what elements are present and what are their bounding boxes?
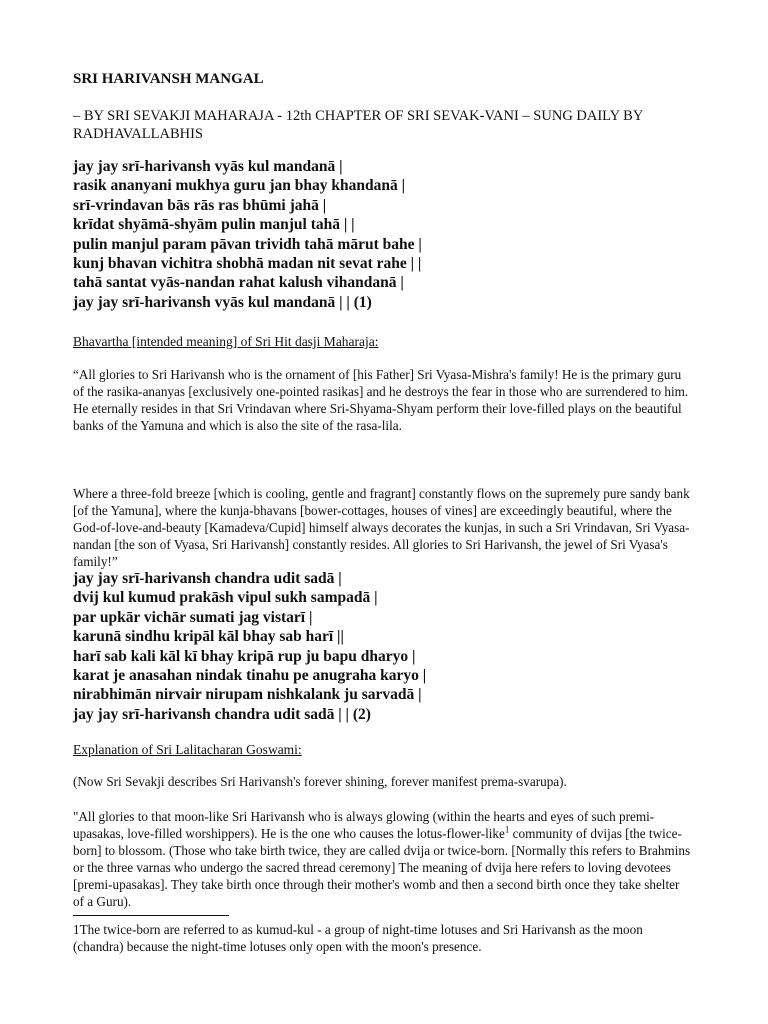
bhavartha-heading: Bhavartha [intended meaning] of Sri Hit dasji Maharaja: bbox=[73, 334, 379, 349]
verse-line: rasik ananyani mukhya guru jan bhay khandanā | bbox=[73, 177, 406, 195]
meaning-paragraph-2: Where a three-fold breeze [which is cooling, gentle and fragrant] constantly flows on the supremely pure sandy bank [of the Yamuna], where the kunja-bhavans [bower-cottages, houses of vines] are exceedingly beautiful, where the God-of-love-and-beauty [Kamadeva/Cupid] himself always decorates the kunjas, in such a Sri Vrindavan, Sri Vyasa-nandan [the son of Vyasa, Sri Harivansh] constantly resides. All glories to Sri Harivansh, the jewel of Sri Vyasa's family!” bbox=[73, 486, 690, 569]
verse-line: nirabhimān nirvair nirupam nishkalank ju sarvadā | bbox=[73, 686, 422, 704]
verse-line: pulin manjul param pāvan trividh tahā mārut bahe | bbox=[73, 235, 422, 253]
verse-1 bbox=[73, 157, 422, 312]
verse-line: jay jay srī-harivansh vyās kul mandanā | | (1) bbox=[73, 293, 372, 311]
explanation-text-start: "All glories to that moon-like Sri Harivansh who is always glowing (within the hearts and eyes of such premi-upasakas, love-filled worshippers). He is the one who causes the lotus-flower-like bbox=[73, 809, 655, 841]
verse-line: tahā santat vyās-nandan rahat kalush vihandanā | bbox=[73, 274, 404, 292]
explanation-paragraph bbox=[73, 808, 691, 910]
verse-line: krīdat shyāmā-shyām pulin manjul tahā | | bbox=[73, 216, 355, 234]
document-title: SRI HARIVANSH MANGAL bbox=[73, 71, 264, 87]
verse-2 bbox=[73, 569, 426, 724]
verse-line: jay jay srī-harivansh chandra udit sadā | bbox=[73, 570, 342, 587]
meaning-paragraph-1: “All glories to Sri Harivansh who is the ornament of [his Father] Sri Vyasa-Mishra's family! He is the primary guru of the rasika-ananyas [exclusively one-pointed rasikas] and he destroys the fear in those who are surrendered to him. He eternally resides in that Sri Vrindavan where Sri-Shyama-Shyam perform their love-filled plays on the beautiful banks of the Yamuna and which is also the site of the rasa-lila. bbox=[73, 367, 689, 433]
footnote-marker: 1 bbox=[504, 824, 510, 835]
footnote-divider bbox=[73, 915, 229, 916]
verse-line: harī sab kali kāl kī bhay kripā rup ju bapu dharyo | bbox=[73, 647, 416, 665]
verse-line: karat je anasahan nindak tinahu pe anugraha karyo | bbox=[73, 667, 427, 685]
verse-line: jay jay srī-harivansh chandra udit sadā | | (2) bbox=[73, 705, 371, 723]
footnote: 1The twice-born are referred to as kumud-kul - a group of night-time lotuses and Sri Harivansh as the moon (chandra) because the night-time lotuses only open with the moon's presence. bbox=[73, 922, 643, 954]
verse-line: karunā sindhu kripāl kāl bhay sab harī || bbox=[73, 628, 344, 646]
document-subtitle: – BY SRI SEVAKJI MAHARAJA - 12th CHAPTER OF SRI SEVAK-VANI – SUNG DAILY BY RADHAVALLABHIS bbox=[73, 108, 643, 142]
verse-line: par upkār vichār sumati jag vistarī | bbox=[73, 608, 313, 626]
verse-line: srī-vrindavan bās rās ras bhūmi jahā | bbox=[73, 196, 327, 214]
explanation-heading: Explanation of Sri Lalitacharan Goswami: bbox=[73, 742, 302, 757]
verse-line: dvij kul kumud prakāsh vipul sukh sampadā | bbox=[73, 589, 378, 607]
explanation-intro: (Now Sri Sevakji describes Sri Harivansh's forever shining, forever manifest prema-svarupa). bbox=[73, 774, 567, 789]
explanation-text-end: community of dvijas [the twice-born] to blossom. (Those who take birth twice, they are called dvija or twice-born. [Normally this refers to Brahmins or the three varnas who undergo the sacred thread ceremony] The meaning of dvija here refers to loving devotees [premi-upasakas]. They take birth once through their mother's womb and then a second birth once they take shelter of a Guru). bbox=[73, 826, 691, 909]
verse-line: kunj bhavan vichitra shobhā madan nit sevat rahe | | bbox=[73, 255, 422, 273]
verse-line: jay jay srī-harivansh vyās kul mandanā | bbox=[73, 158, 343, 175]
